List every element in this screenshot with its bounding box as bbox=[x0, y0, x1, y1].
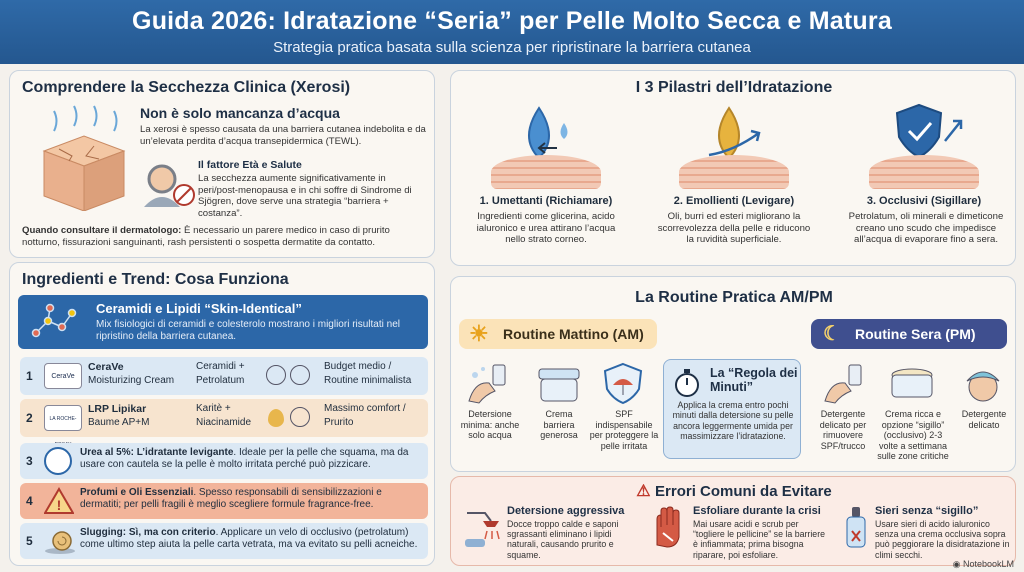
pillar-name: 1. Umettanti (Richiamare) bbox=[479, 195, 613, 207]
profumi-text bbox=[80, 487, 424, 511]
moon-icon: ☾ bbox=[823, 323, 841, 345]
product-name: CeraVe bbox=[88, 361, 124, 373]
urea-row bbox=[20, 443, 428, 479]
product-note2: Prurito bbox=[324, 417, 354, 428]
product-note1: Budget medio / bbox=[324, 361, 392, 372]
water-drop-icon bbox=[509, 103, 579, 163]
page-header bbox=[0, 0, 1024, 64]
cream-jar-icon bbox=[887, 365, 937, 405]
urea-text bbox=[80, 447, 424, 471]
urea-bold: Urea al 5%: L’idratante levigante bbox=[80, 447, 234, 458]
routine-title: La Routine Pratica AM/PM bbox=[635, 289, 833, 306]
pillar-text: Oli, burri ed esteri migliorano la scorrevolezza della pelle e riducono la ruvidità superficiale. bbox=[657, 211, 811, 245]
minutes-rule-box bbox=[663, 359, 801, 459]
face-towel-icon bbox=[961, 361, 1005, 405]
rule-text: Applica la crema entro pochi minuti dalla detersione su pelle ancora leggermente umida per massimizzare l’idratazione. bbox=[672, 400, 794, 441]
molecule-icon bbox=[44, 447, 72, 475]
cream-jar-icon bbox=[535, 363, 583, 405]
skin-layer-icon bbox=[869, 155, 979, 189]
ingredients-panel bbox=[9, 262, 435, 566]
xerosi-heading: Non è solo mancanza d’acqua bbox=[140, 105, 340, 121]
oil-drop-icon bbox=[699, 103, 769, 163]
am-step: SPF indispensabile per proteggere la pelle irritata bbox=[589, 409, 659, 451]
urea-body: . Ideale per la pelle che squama, ma da usare con cautela se la pelle è molto irritata perché può pizzicare. bbox=[80, 447, 409, 470]
rule-title: La “Regola dei Minuti” bbox=[710, 366, 798, 394]
am-step: Detersione minima: anche solo acqua bbox=[460, 409, 520, 440]
svg-text:!: ! bbox=[56, 497, 62, 513]
pillar-text: Ingredienti come glicerina, acido ialuronico e urea attirano l’acqua nello strato corneo. bbox=[476, 211, 616, 245]
pm-step: Crema ricca e opzione “sigillo” (occlusivo) 2-3 volte a settimana sulle zone critiche bbox=[877, 409, 949, 461]
pm-routine-tag bbox=[811, 319, 1007, 349]
doctor-note bbox=[22, 225, 427, 248]
pillar-name: 2. Emollienti (Levigare) bbox=[673, 195, 795, 207]
brand-label bbox=[953, 559, 1014, 570]
product-note1: Massimo comfort / bbox=[324, 403, 406, 414]
error-name: Detersione aggressiva bbox=[507, 505, 625, 517]
sun-icon: ☀ bbox=[469, 321, 489, 346]
errors-panel bbox=[450, 476, 1016, 566]
factor-text: La secchezza aumente significativamente in peri/post-menopausa e in chi soffre di Sindrome di Sjögren, dove serve una strategia “barriera + costanza”. bbox=[198, 173, 412, 219]
xerosi-panel bbox=[9, 70, 435, 258]
page-title: Guida 2026: Idratazione “Seria” per Pelle Molto Secca e Matura bbox=[132, 7, 892, 35]
skin-layer-icon bbox=[679, 155, 789, 189]
notebook-icon: ◉ bbox=[952, 559, 963, 569]
am-label: Routine Mattino (AM) bbox=[503, 326, 644, 342]
errors-header bbox=[451, 481, 1017, 501]
pm-step: Detergente delicato per rimuovere SPF/trucco bbox=[819, 409, 867, 451]
am-routine-tag bbox=[459, 319, 657, 349]
profumi-bold: Profumi e Oli Essenziali bbox=[80, 487, 194, 498]
product-row-lrp bbox=[20, 399, 428, 437]
profumi-body: . Spesso responsabili di sensibilizzazioni e dermatiti; per pelli fragili è meglio scegliere formule fragrance-free. bbox=[80, 487, 382, 510]
row-number: 4 bbox=[26, 494, 33, 508]
snail-icon bbox=[44, 527, 76, 555]
xerosi-title: Comprendere la Secchezza Clinica (Xerosi) bbox=[22, 79, 351, 96]
warning-icon bbox=[44, 487, 74, 515]
error-text: Mai usare acidi e scrub per “togliere le pellicine” se la barriere è infiammata; prima bisogna riparare, poi esfoliare. bbox=[693, 519, 826, 560]
product-name: LRP Lipikar bbox=[88, 403, 147, 415]
shield-icon bbox=[889, 101, 969, 161]
row-number: 3 bbox=[26, 454, 33, 468]
cerave-logo: CeraVe bbox=[44, 363, 82, 389]
timer-icon bbox=[672, 368, 702, 398]
hand-wash-icon bbox=[821, 361, 869, 405]
pm-step: Detergente delicato bbox=[961, 409, 1007, 430]
hot-shower-icon bbox=[461, 505, 501, 549]
spf-shield-icon bbox=[601, 361, 645, 405]
row-number: 2 bbox=[26, 411, 33, 425]
product-ing2: Petrolatum bbox=[196, 375, 245, 386]
product-ing2: Niacinamide bbox=[196, 417, 252, 428]
skin-layer-icon bbox=[491, 155, 601, 189]
stop-hand-icon bbox=[647, 505, 687, 549]
ceramide-text: Mix fisiologici di ceramidi e colesterolo mostrano i migliori risultati nel ripristino della barriera cutanea. bbox=[96, 319, 400, 342]
pillars-title: I 3 Pilastri dell’Idratazione bbox=[635, 79, 833, 96]
ingredients-title: Ingredienti e Trend: Cosa Funziona bbox=[22, 271, 289, 288]
slugging-body: . Applicare un velo di occlusivo (petrolatum) come ultimo step aiuta la pelle carta vetrata, ma va evitato su pelli acneiche. bbox=[80, 527, 418, 550]
product-row-cerave bbox=[20, 357, 428, 395]
lrp-logo: LA ROCHE- bbox=[44, 405, 82, 431]
product-sub: Baume AP+M bbox=[88, 417, 150, 428]
brand-text: NotebookLM bbox=[962, 559, 1014, 569]
row-number: 5 bbox=[26, 534, 33, 548]
doctor-text: È necessario un parere medico in caso di prurito notturno, fissurazioni sanguinanti, rash persistenti o sospetta dermatite da contatto. bbox=[22, 225, 390, 248]
product-note2: Routine minimalista bbox=[324, 375, 412, 386]
warning-icon: ⚠ bbox=[636, 483, 651, 500]
error-text: Usare sieri di acido ialuronico senza una crema occlusiva sopra può peggiorare la disidratazione in climi secchi. bbox=[875, 519, 1010, 560]
error-name: Esfoliare durante la crisi bbox=[693, 505, 821, 517]
routine-panel bbox=[450, 276, 1016, 472]
ceramide-box bbox=[18, 295, 428, 349]
pillar-name: 3. Occlusivi (Sigillare) bbox=[866, 195, 982, 207]
slugging-row bbox=[20, 523, 428, 559]
xerosi-text: La xerosi è spesso causata da una barriera cutanea indebolita e da un’elevata perdita d’acqua transepidermica (TEWL). bbox=[140, 124, 426, 147]
factor-title: Il fattore Età e Salute bbox=[198, 159, 302, 171]
product-ing1: Karitè + bbox=[196, 403, 231, 414]
pillars-panel bbox=[450, 70, 1016, 266]
comfort-icon bbox=[266, 407, 312, 429]
ceramide-title: Ceramidi e Lipidi “Skin-Identical” bbox=[96, 301, 302, 316]
slugging-bold: Slugging: Sì, ma con criterio bbox=[80, 527, 216, 538]
doctor-label: Quando consultare il dermatologo: bbox=[22, 225, 182, 236]
pm-label: Routine Sera (PM) bbox=[855, 326, 976, 342]
row-number: 1 bbox=[26, 369, 33, 383]
budget-icon bbox=[266, 365, 312, 387]
slugging-text bbox=[80, 527, 424, 551]
hand-wash-icon bbox=[465, 361, 513, 405]
page-subtitle: Strategia pratica basata sulla scienza per ripristinare la barriera cutanea bbox=[273, 39, 751, 56]
product-sub: Moisturizing Cream bbox=[88, 375, 175, 386]
error-name: Sieri senza “sigillo” bbox=[875, 505, 979, 517]
serum-bottle-icon bbox=[841, 505, 871, 551]
dry-skin-block-icon bbox=[24, 101, 134, 211]
pillar-text: Petrolatum, oli minerali e dimeticone creano uno scudo che impedisce all’acqua di evaporare fino a sera. bbox=[848, 211, 1004, 245]
molecule-icon bbox=[28, 303, 78, 341]
am-step: Crema barriera generosa bbox=[540, 409, 578, 440]
product-ing1: Ceramidi + bbox=[196, 361, 245, 372]
error-text: Docce troppo calde e saponi sgrassanti eliminano i lipidi naturali, causando prurito e squame. bbox=[507, 519, 619, 560]
errors-title: Errori Comuni da Evitare bbox=[655, 483, 832, 500]
woman-avatar-icon bbox=[140, 157, 196, 207]
profumi-row bbox=[20, 483, 428, 519]
